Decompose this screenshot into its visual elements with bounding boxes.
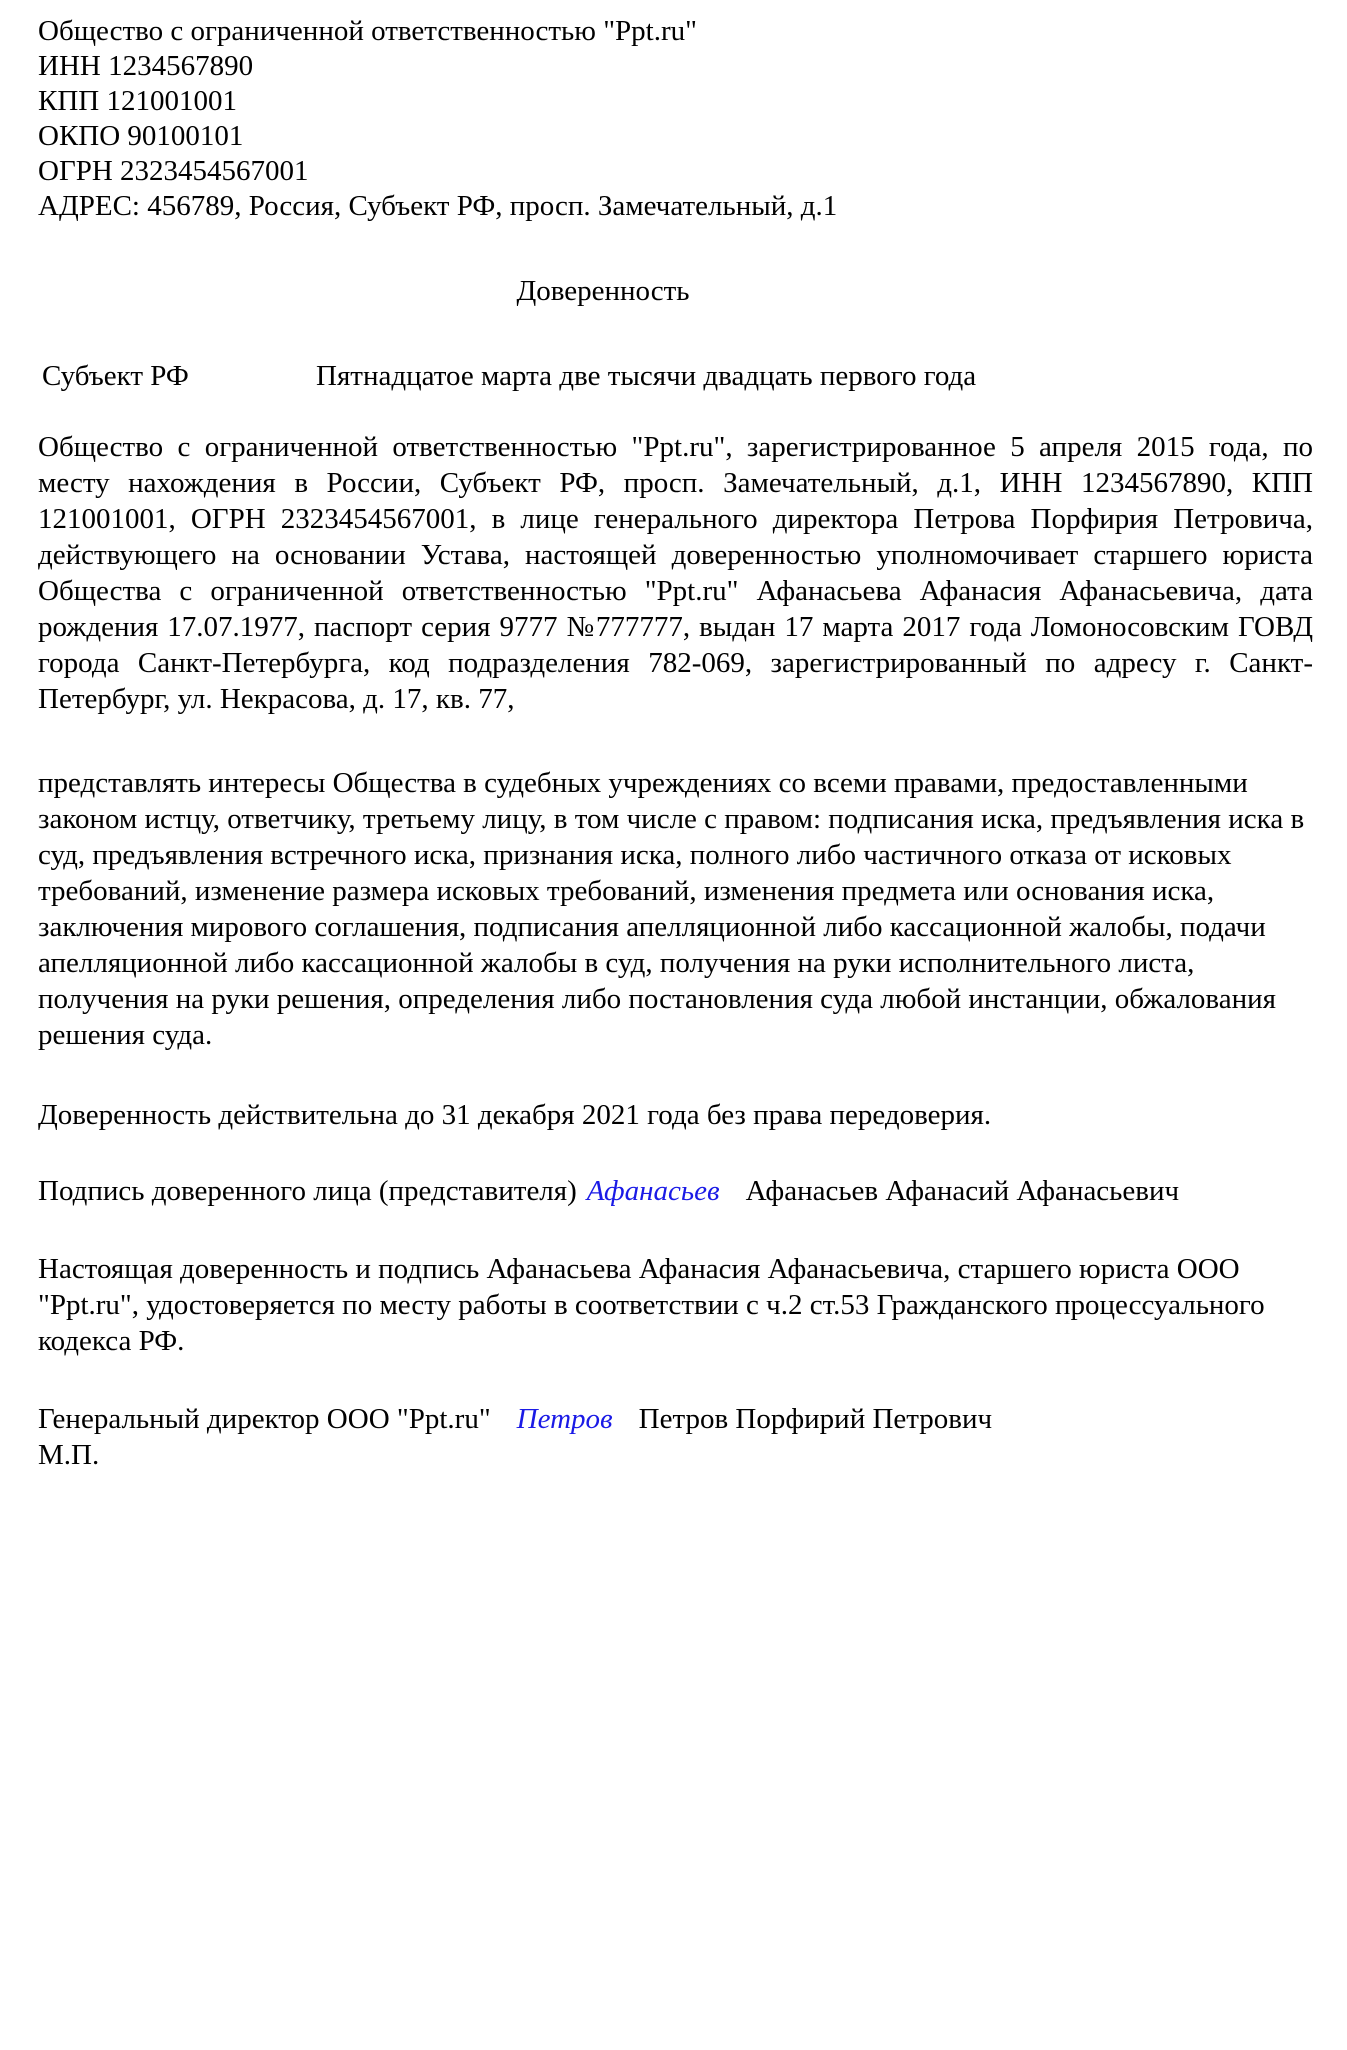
paragraph-authorization: Общество с ограниченной ответственностью "Ppt.ru", зарегистрированное 5 апреля 2015 года, по месту нахождения в России, Субъект РФ, просп. Замечательный, д.1, ИНН 1234567890, КПП 121001001, ОГРН 2323454567001, в лице генерального директора Петрова Порфирия Петровича, действующего на основании Устава, настоящей доверенностью уполномочивает старшего юриста Общества с ограниченной ответственностью "Ppt.ru" Афанасьева Афанасия Афанасьевича, дата рождения 17.07.1977, паспорт серия 9777 №777777, выдан 17 марта 2017 года Ломоносовским ГОВД города Санкт-Петербурга, код подразделения 782-069, зарегистрированный по адресу г. Санкт-Петербург, ул. Некрасова, д. 17, кв. 77,	[38, 431, 1313, 715]
director-signature-label: Генеральный директор ООО "Ppt.ru"	[38, 1403, 491, 1435]
company-requisites-block	[38, 14, 1313, 224]
paragraph-certification: Настоящая доверенность и подпись Афанасьева Афанасия Афанасьевича, старшего юриста ООО "Ppt.ru", удостоверяется по месту работы в соответствии с ч.2 ст.53 Гражданского процессуального кодекса РФ.	[38, 1253, 1265, 1357]
representative-full-name: Афанасьев Афанасий Афанасьевич	[745, 1175, 1180, 1207]
director-signature-block	[38, 1401, 1313, 1473]
stamp-placeholder: М.П.	[38, 1439, 100, 1471]
representative-signature-line	[38, 1173, 1313, 1209]
place-and-date-row	[38, 359, 1313, 397]
representative-signature-mark: Афанасьев	[586, 1175, 720, 1207]
place-of-issue: Субъект РФ	[42, 360, 189, 392]
requisite-ogrn: ОГРН 2323454567001	[38, 155, 309, 187]
document-body	[38, 14, 1313, 1473]
requisite-inn: ИНН 1234567890	[38, 50, 254, 82]
requisite-okpo: ОКПО 90100101	[38, 120, 244, 152]
director-full-name: Петров Порфирий Петрович	[638, 1403, 993, 1435]
paragraph-validity: Доверенность действительна до 31 декабря 2021 года без права передоверия.	[38, 1099, 992, 1131]
representative-signature-label: Подпись доверенного лица (представителя)	[38, 1175, 577, 1207]
director-signature-mark: Петров	[516, 1403, 613, 1435]
requisite-address: АДРЕС: 456789, Россия, Субъект РФ, просп. Замечательный, д.1	[38, 190, 838, 222]
requisite-kpp: КПП 121001001	[38, 85, 237, 117]
page-title: Доверенность	[516, 275, 690, 307]
date-of-issue: Пятнадцатое марта две тысячи двадцать первого года	[316, 360, 977, 392]
requisite-company-name: Общество с ограниченной ответственностью "Ppt.ru"	[38, 15, 697, 47]
paragraph-powers: представлять интересы Общества в судебных учреждениях со всеми правами, предоставленными законом истцу, ответчику, третьему лицу, в том числе с правом: подписания иска, предъявления иска в суд, предъявления встречного иска, признания иска, полного либо частичного отказа от исковых требований, изменение размера исковых требований, изменения предмета или основания иска, заключения мирового соглашения, подписания апелляционной либо кассационной жалобы, подачи апелляционной либо кассационной жалобы в суд, получения на руки исполнительного листа, получения на руки решения, определения либо постановления суда любой инстанции, обжалования решения суда.	[38, 767, 1305, 1051]
